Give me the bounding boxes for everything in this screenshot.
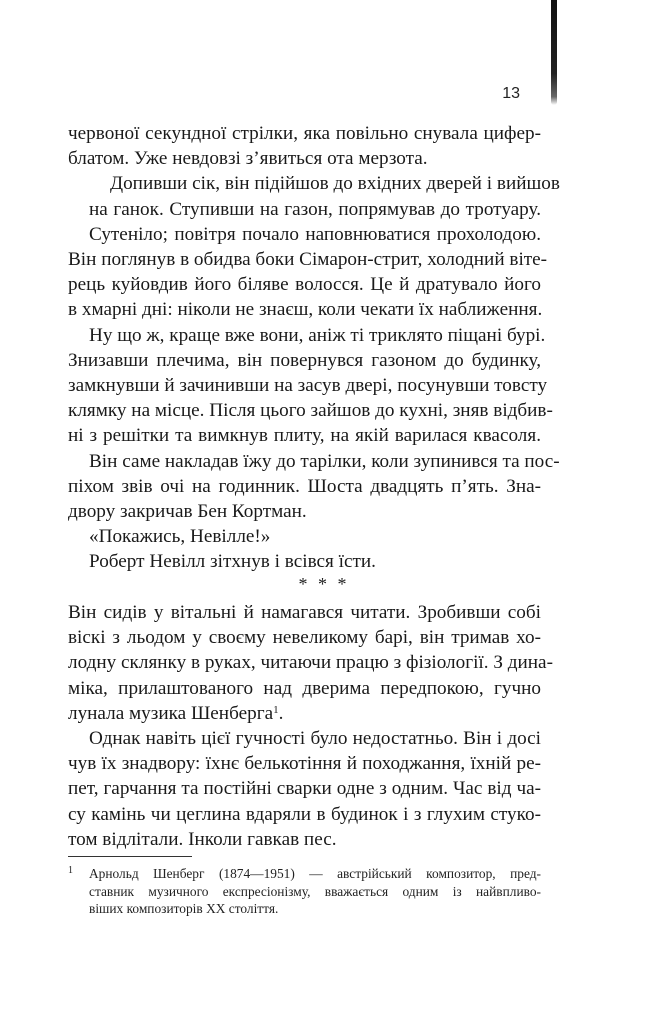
text-line: піхом звів очі на годинник. Шоста двадцять п’ять. Зна- [68,475,541,497]
footnote-text [68,865,541,918]
paragraph [68,121,541,171]
footnote [68,865,541,918]
text-line: чув їх знадвору: їхнє белькотіння й походжання, їхній ре- [68,753,541,775]
footnote-line: Арнольд Шенберг (1874—1951) — австрійський композитор, пред- [89,866,541,881]
text-line: Знизавши плечима, він повернувся газоном до будинку, [68,349,541,371]
text-line: міка, прилаштованого над дверима передпокою, гучно [68,677,541,699]
text-line: Ну що ж, краще вже вони, аніж ті триклято піщані бурі. [89,324,546,346]
footnote-line: віших композиторів XX століття. [89,901,279,917]
text-line: Він сидів у вітальні й намагався читати. Зробивши собі [68,602,541,623]
footnote-reference[interactable]: 1 [273,703,279,716]
text-line: на ганок. Ступивши на газон, попрямував до тротуару. [89,198,541,220]
text-line: том відлітали. Інколи гавкав пес. [68,828,337,850]
text-line: блатом. Уже невдовзі з’явиться ота мерзота. [68,148,428,170]
text-line: клямку на місце. Після цього зайшов до кухні, зняв відбив- [68,400,553,422]
body-text-section-2 [68,600,553,852]
paragraph [68,449,560,525]
text-line: в хмарні дні: ніколи не знаєш, коли чекати їх наближення. [68,299,543,321]
text-line: рець куйовдив його біляве волосся. Це й дратувало його [68,274,541,296]
text-line: Сутеніло; повітря почало наповнюватися прохолодою. [89,223,541,245]
text-line: лунала музика Шенберга$^1$. [68,702,284,724]
text-line: Допивши сік, він підійшов до вхідних дверей і вийшов [110,173,560,195]
text-line: червоної секундної стрілки, яка повільно снувала цифер- [68,123,541,144]
text-line: «Покажись, Невілле!» [89,526,271,548]
paragraph [68,549,541,574]
text-line: двору закричав Бен Кортман. [68,501,307,523]
text-line: Роберт Невілл зітхнув і всівся їсти. [89,551,376,573]
text-line: віскі з льодом у своєму невеликому барі, він тримав хо- [68,627,541,649]
text-line: лодну склянку в руках, читаючи працю з фізіології. З дина- [68,652,553,674]
paragraph [68,600,553,726]
paragraph [68,171,560,221]
section-separator: * * * [298,574,350,594]
body-text-section-1 [68,121,560,575]
paragraph [68,726,541,852]
text-line: Він поглянув в обидва боки Сімарон-стрит, холодний віте- [68,249,548,271]
text-line: ні з решітки та вимкнув плиту, на якій варилася квасоля. [68,425,541,447]
footnote-line: ставник музичного експресіонізму, вважається одним із найвпливо- [89,883,541,899]
footnote-mark: 1 [68,865,73,876]
text-line: Він саме накладав їжу до тарілки, коли зупинився та пос- [89,450,560,472]
text-line: замкнувши й зачинивши на засув двері, посунувши товсту [68,375,548,397]
footnote-divider [68,856,192,857]
paragraph [68,323,553,449]
text-line: Однак навіть цієї гучності було недостатньо. Він і досі [89,728,541,750]
text-line-content: лунала музика Шенберга [68,702,274,724]
text-line: су камінь чи цеглина вдаряли в будинок і з глухим стуко- [68,803,541,825]
paragraph [68,524,541,549]
text-line: пет, гарчання та постійні сварки одне з одним. Час від ча- [68,778,541,800]
paragraph [68,222,548,323]
page-number: 13 [502,85,520,102]
page-edge-marker [551,0,557,105]
